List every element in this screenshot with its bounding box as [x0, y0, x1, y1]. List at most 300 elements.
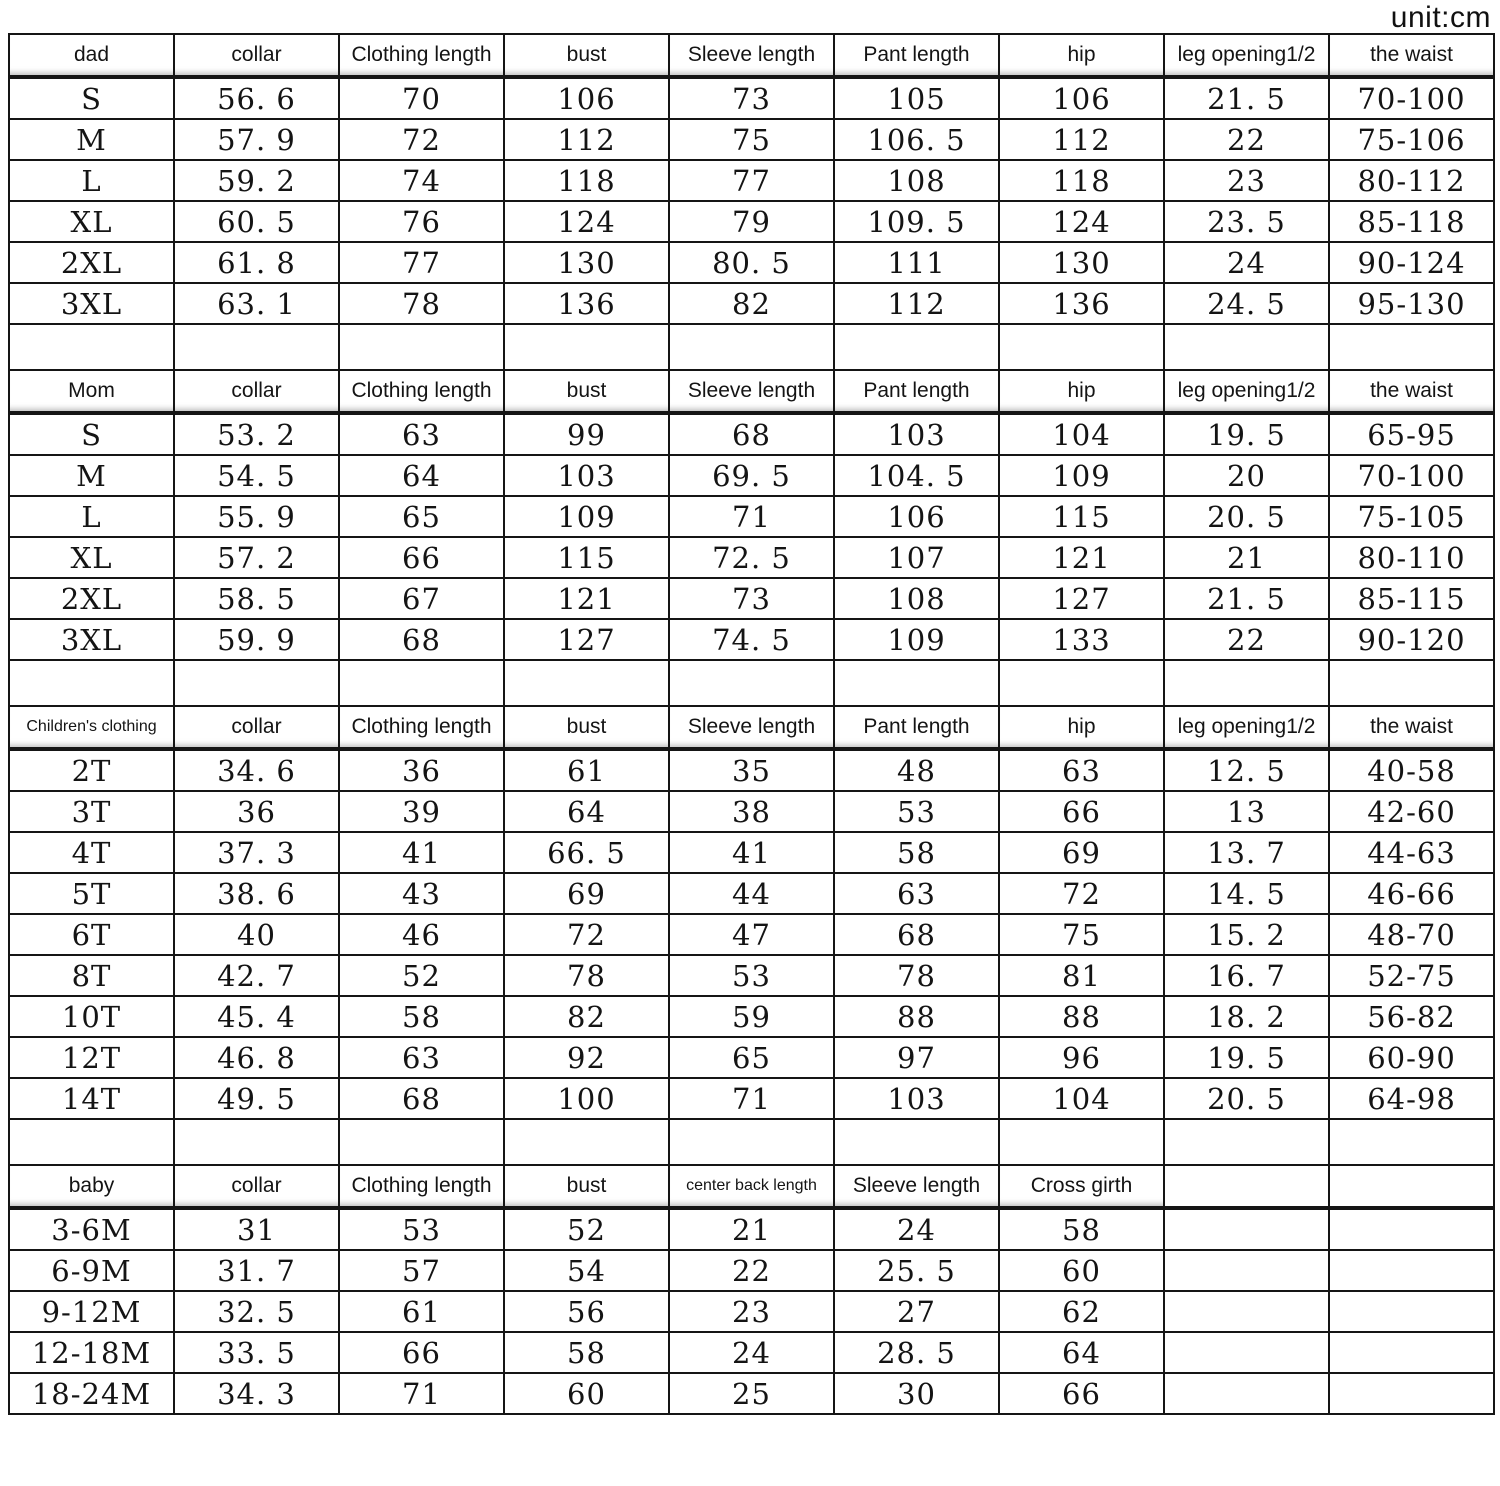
- table-cell: 46-66: [1329, 873, 1494, 914]
- table-cell: 63. 1: [174, 283, 339, 324]
- table-cell: 35: [669, 749, 834, 791]
- table-cell: 25: [669, 1373, 834, 1414]
- spacer-cell: [504, 324, 669, 370]
- column-header: collar: [174, 370, 339, 413]
- table-cell: 54. 5: [174, 455, 339, 496]
- unit-label: unit:cm: [1390, 1, 1491, 34]
- spacer-cell: [669, 660, 834, 706]
- table-row: [9, 242, 1494, 283]
- spacer-row: [9, 1119, 1494, 1165]
- column-header: Clothing length: [339, 1165, 504, 1208]
- table-cell: 38: [669, 791, 834, 832]
- table-cell: 67: [339, 578, 504, 619]
- table-cell: 24. 5: [1164, 283, 1329, 324]
- table-cell: 61: [504, 749, 669, 791]
- table-cell: 78: [834, 955, 999, 996]
- table-row: [9, 1250, 1494, 1291]
- table-cell: 78: [339, 283, 504, 324]
- size-label: L: [9, 496, 174, 537]
- grid-gap-cell: [1164, 1165, 1329, 1208]
- table-row: [9, 1078, 1494, 1119]
- table-cell: 66. 5: [504, 832, 669, 873]
- spacer-cell: [9, 660, 174, 706]
- table-cell: 112: [504, 119, 669, 160]
- table-cell: 56: [504, 1291, 669, 1332]
- table-cell: 41: [339, 832, 504, 873]
- table-cell: 32. 5: [174, 1291, 339, 1332]
- table-cell: 66: [339, 1332, 504, 1373]
- table-cell: 106. 5: [834, 119, 999, 160]
- table-cell: 57. 2: [174, 537, 339, 578]
- table-cell: 100: [504, 1078, 669, 1119]
- grid-gap-cell: [1164, 1332, 1329, 1373]
- column-header: hip: [999, 370, 1164, 413]
- table-cell: 49. 5: [174, 1078, 339, 1119]
- table-cell: 19. 5: [1164, 413, 1329, 455]
- table-cell: 47: [669, 914, 834, 955]
- column-header: Pant length: [834, 34, 999, 77]
- table-cell: 127: [504, 619, 669, 660]
- size-label: 9-12M: [9, 1291, 174, 1332]
- header-row-dad: [9, 34, 1494, 77]
- column-header: the waist: [1329, 34, 1494, 77]
- table-cell: 22: [1164, 619, 1329, 660]
- spacer-cell: [339, 1119, 504, 1165]
- table-cell: 136: [504, 283, 669, 324]
- table-cell: 68: [834, 914, 999, 955]
- table-cell: 109. 5: [834, 201, 999, 242]
- column-header: Sleeve length: [669, 34, 834, 77]
- table-cell: 59. 9: [174, 619, 339, 660]
- table-cell: 112: [834, 283, 999, 324]
- spacer-cell: [1164, 324, 1329, 370]
- table-cell: 72. 5: [669, 537, 834, 578]
- table-cell: 48-70: [1329, 914, 1494, 955]
- table-cell: 63: [339, 1037, 504, 1078]
- column-header: hip: [999, 34, 1164, 77]
- size-label: 6-9M: [9, 1250, 174, 1291]
- table-cell: 106: [504, 77, 669, 119]
- table-cell: 59. 2: [174, 160, 339, 201]
- table-cell: 90-120: [1329, 619, 1494, 660]
- table-cell: 130: [504, 242, 669, 283]
- table-cell: 37. 3: [174, 832, 339, 873]
- table-cell: 82: [669, 283, 834, 324]
- spacer-cell: [999, 660, 1164, 706]
- table-cell: 43: [339, 873, 504, 914]
- spacer-cell: [9, 1119, 174, 1165]
- table-cell: 16. 7: [1164, 955, 1329, 996]
- table-cell: 20. 5: [1164, 496, 1329, 537]
- table-cell: 96: [999, 1037, 1164, 1078]
- table-cell: 77: [669, 160, 834, 201]
- table-cell: 52: [339, 955, 504, 996]
- section-title-baby: baby: [9, 1165, 174, 1208]
- table-cell: 77: [339, 242, 504, 283]
- spacer-cell: [834, 1119, 999, 1165]
- column-header: center back length: [669, 1165, 834, 1208]
- header-row-children: [9, 706, 1494, 749]
- table-cell: 80-110: [1329, 537, 1494, 578]
- table-cell: 38. 6: [174, 873, 339, 914]
- table-cell: 18. 2: [1164, 996, 1329, 1037]
- table-cell: 75: [999, 914, 1164, 955]
- table-cell: 82: [504, 996, 669, 1037]
- table-cell: 75-105: [1329, 496, 1494, 537]
- table-cell: 25. 5: [834, 1250, 999, 1291]
- table-cell: 33. 5: [174, 1332, 339, 1373]
- table-cell: 44-63: [1329, 832, 1494, 873]
- table-cell: 21: [669, 1208, 834, 1250]
- size-label: 12-18M: [9, 1332, 174, 1373]
- column-header: Clothing length: [339, 370, 504, 413]
- column-header: the waist: [1329, 706, 1494, 749]
- table-cell: 21. 5: [1164, 77, 1329, 119]
- table-cell: 23: [1164, 160, 1329, 201]
- column-header: the waist: [1329, 370, 1494, 413]
- table-cell: 118: [504, 160, 669, 201]
- header-row-baby: [9, 1165, 1494, 1208]
- table-cell: 65: [339, 496, 504, 537]
- size-label: 2XL: [9, 242, 174, 283]
- table-cell: 22: [1164, 119, 1329, 160]
- table-cell: 21: [1164, 537, 1329, 578]
- table-cell: 81: [999, 955, 1164, 996]
- table-cell: 108: [834, 160, 999, 201]
- table-cell: 104. 5: [834, 455, 999, 496]
- table-cell: 97: [834, 1037, 999, 1078]
- table-cell: 109: [999, 455, 1164, 496]
- table-cell: 63: [339, 413, 504, 455]
- table-cell: 24: [669, 1332, 834, 1373]
- table-cell: 30: [834, 1373, 999, 1414]
- table-cell: 65-95: [1329, 413, 1494, 455]
- table-cell: 109: [504, 496, 669, 537]
- grid-gap-cell: [1329, 1119, 1494, 1165]
- table-cell: 34. 6: [174, 749, 339, 791]
- header-row-mom: [9, 370, 1494, 413]
- table-cell: 124: [504, 201, 669, 242]
- table-cell: 103: [504, 455, 669, 496]
- grid-gap-cell: [1329, 1291, 1494, 1332]
- table-cell: 90-124: [1329, 242, 1494, 283]
- table-cell: 28. 5: [834, 1332, 999, 1373]
- table-cell: 74. 5: [669, 619, 834, 660]
- spacer-row: [9, 324, 1494, 370]
- table-row: [9, 283, 1494, 324]
- table-cell: 88: [834, 996, 999, 1037]
- table-cell: 95-130: [1329, 283, 1494, 324]
- column-header: Pant length: [834, 706, 999, 749]
- column-header: bust: [504, 370, 669, 413]
- table-cell: 73: [669, 578, 834, 619]
- table-cell: 42-60: [1329, 791, 1494, 832]
- table-cell: 88: [999, 996, 1164, 1037]
- table-cell: 99: [504, 413, 669, 455]
- grid-gap-cell: [1329, 1250, 1494, 1291]
- column-header: leg opening1/2: [1164, 370, 1329, 413]
- spacer-cell: [9, 324, 174, 370]
- table-cell: 68: [669, 413, 834, 455]
- spacer-cell: [339, 660, 504, 706]
- column-header: collar: [174, 34, 339, 77]
- spacer-cell: [339, 324, 504, 370]
- table-cell: 55. 9: [174, 496, 339, 537]
- table-cell: 36: [174, 791, 339, 832]
- column-header: collar: [174, 706, 339, 749]
- table-cell: 58: [834, 832, 999, 873]
- table-cell: 34. 3: [174, 1373, 339, 1414]
- spacer-cell: [669, 324, 834, 370]
- size-label: S: [9, 413, 174, 455]
- size-label: 2T: [9, 749, 174, 791]
- table-cell: 118: [999, 160, 1164, 201]
- table-cell: 59: [669, 996, 834, 1037]
- table-cell: 15. 2: [1164, 914, 1329, 955]
- column-header: Sleeve length: [669, 370, 834, 413]
- table-cell: 62: [999, 1291, 1164, 1332]
- table-cell: 41: [669, 832, 834, 873]
- table-cell: 74: [339, 160, 504, 201]
- table-cell: 42. 7: [174, 955, 339, 996]
- table-cell: 115: [999, 496, 1164, 537]
- grid-gap-cell: [1164, 1250, 1329, 1291]
- grid-gap-cell: [1164, 1291, 1329, 1332]
- table-cell: 46. 8: [174, 1037, 339, 1078]
- table-cell: 85-118: [1329, 201, 1494, 242]
- size-chart-body: [9, 34, 1494, 1414]
- table-cell: 58: [999, 1208, 1164, 1250]
- table-cell: 22: [669, 1250, 834, 1291]
- section-title-dad: dad: [9, 34, 174, 77]
- table-cell: 127: [999, 578, 1164, 619]
- spacer-cell: [174, 1119, 339, 1165]
- table-cell: 31. 7: [174, 1250, 339, 1291]
- table-cell: 53: [669, 955, 834, 996]
- table-cell: 64-98: [1329, 1078, 1494, 1119]
- column-header: Clothing length: [339, 706, 504, 749]
- spacer-cell: [504, 660, 669, 706]
- table-cell: 109: [834, 619, 999, 660]
- table-cell: 56. 6: [174, 77, 339, 119]
- table-cell: 78: [504, 955, 669, 996]
- table-cell: 124: [999, 201, 1164, 242]
- table-cell: 104: [999, 1078, 1164, 1119]
- table-cell: 57: [339, 1250, 504, 1291]
- grid-gap-cell: [1329, 1332, 1494, 1373]
- column-header: bust: [504, 706, 669, 749]
- table-cell: 106: [834, 496, 999, 537]
- table-cell: 20: [1164, 455, 1329, 496]
- table-cell: 56-82: [1329, 996, 1494, 1037]
- table-row: [9, 1291, 1494, 1332]
- table-cell: 121: [504, 578, 669, 619]
- table-cell: 73: [669, 77, 834, 119]
- spacer-cell: [834, 324, 999, 370]
- table-row: [9, 832, 1494, 873]
- spacer-row: [9, 660, 1494, 706]
- table-cell: 60: [504, 1373, 669, 1414]
- table-cell: 13. 7: [1164, 832, 1329, 873]
- table-row: [9, 1332, 1494, 1373]
- table-cell: 68: [339, 1078, 504, 1119]
- spacer-cell: [669, 1119, 834, 1165]
- grid-gap-cell: [1329, 1208, 1494, 1250]
- size-label: L: [9, 160, 174, 201]
- table-row: [9, 996, 1494, 1037]
- table-cell: 66: [999, 1373, 1164, 1414]
- table-cell: 70-100: [1329, 77, 1494, 119]
- table-cell: 72: [999, 873, 1164, 914]
- table-cell: 108: [834, 578, 999, 619]
- section-title-mom: Mom: [9, 370, 174, 413]
- table-cell: 57. 9: [174, 119, 339, 160]
- table-cell: 103: [834, 413, 999, 455]
- size-label: 18-24M: [9, 1373, 174, 1414]
- spacer-cell: [999, 1119, 1164, 1165]
- table-cell: 72: [339, 119, 504, 160]
- size-label: 2XL: [9, 578, 174, 619]
- grid-gap-cell: [1164, 1208, 1329, 1250]
- table-row: [9, 455, 1494, 496]
- size-label: 3-6M: [9, 1208, 174, 1250]
- column-header: Clothing length: [339, 34, 504, 77]
- size-chart-table: [8, 33, 1495, 1415]
- table-cell: 69: [504, 873, 669, 914]
- table-cell: 36: [339, 749, 504, 791]
- table-cell: 75: [669, 119, 834, 160]
- table-row: [9, 537, 1494, 578]
- table-cell: 112: [999, 119, 1164, 160]
- table-cell: 92: [504, 1037, 669, 1078]
- table-cell: 52: [504, 1208, 669, 1250]
- table-cell: 106: [999, 77, 1164, 119]
- column-header: leg opening1/2: [1164, 706, 1329, 749]
- table-cell: 70: [339, 77, 504, 119]
- table-cell: 61: [339, 1291, 504, 1332]
- table-cell: 53. 2: [174, 413, 339, 455]
- column-header: Sleeve length: [669, 706, 834, 749]
- table-cell: 60-90: [1329, 1037, 1494, 1078]
- column-header: collar: [174, 1165, 339, 1208]
- table-row: [9, 955, 1494, 996]
- section-title-children: Children's clothing: [9, 706, 174, 749]
- table-cell: 48: [834, 749, 999, 791]
- size-label: M: [9, 455, 174, 496]
- spacer-cell: [1329, 660, 1494, 706]
- table-cell: 80-112: [1329, 160, 1494, 201]
- table-cell: 20. 5: [1164, 1078, 1329, 1119]
- size-label: 6T: [9, 914, 174, 955]
- table-cell: 60. 5: [174, 201, 339, 242]
- table-cell: 115: [504, 537, 669, 578]
- table-row: [9, 873, 1494, 914]
- column-header: Sleeve length: [834, 1165, 999, 1208]
- table-cell: 58. 5: [174, 578, 339, 619]
- spacer-cell: [999, 324, 1164, 370]
- table-cell: 13: [1164, 791, 1329, 832]
- table-row: [9, 201, 1494, 242]
- table-cell: 61. 8: [174, 242, 339, 283]
- size-label: 10T: [9, 996, 174, 1037]
- table-cell: 64: [339, 455, 504, 496]
- table-cell: 23. 5: [1164, 201, 1329, 242]
- spacer-cell: [1164, 660, 1329, 706]
- table-cell: 107: [834, 537, 999, 578]
- table-cell: 31: [174, 1208, 339, 1250]
- table-cell: 64: [999, 1332, 1164, 1373]
- grid-gap-cell: [1164, 1373, 1329, 1414]
- table-cell: 66: [999, 791, 1164, 832]
- table-row: [9, 160, 1494, 201]
- table-cell: 72: [504, 914, 669, 955]
- table-cell: 136: [999, 283, 1164, 324]
- column-header: hip: [999, 706, 1164, 749]
- table-cell: 80. 5: [669, 242, 834, 283]
- table-cell: 14. 5: [1164, 873, 1329, 914]
- table-row: [9, 578, 1494, 619]
- table-row: [9, 413, 1494, 455]
- table-row: [9, 619, 1494, 660]
- table-cell: 71: [339, 1373, 504, 1414]
- table-cell: 103: [834, 1078, 999, 1119]
- size-label: XL: [9, 201, 174, 242]
- table-cell: 69: [999, 832, 1164, 873]
- spacer-cell: [174, 324, 339, 370]
- table-cell: 46: [339, 914, 504, 955]
- size-label: 8T: [9, 955, 174, 996]
- table-cell: 53: [834, 791, 999, 832]
- table-cell: 12. 5: [1164, 749, 1329, 791]
- table-row: [9, 914, 1494, 955]
- table-row: [9, 749, 1494, 791]
- table-cell: 24: [1164, 242, 1329, 283]
- table-cell: 66: [339, 537, 504, 578]
- table-cell: 111: [834, 242, 999, 283]
- spacer-cell: [174, 660, 339, 706]
- table-cell: 23: [669, 1291, 834, 1332]
- table-cell: 85-115: [1329, 578, 1494, 619]
- spacer-cell: [834, 660, 999, 706]
- spacer-cell: [1329, 324, 1494, 370]
- table-row: [9, 1373, 1494, 1414]
- table-cell: 60: [999, 1250, 1164, 1291]
- table-cell: 40: [174, 914, 339, 955]
- table-cell: 58: [504, 1332, 669, 1373]
- column-header: bust: [504, 34, 669, 77]
- table-cell: 71: [669, 496, 834, 537]
- table-row: [9, 77, 1494, 119]
- size-label: 3T: [9, 791, 174, 832]
- table-cell: 79: [669, 201, 834, 242]
- column-header: Pant length: [834, 370, 999, 413]
- size-label: 3XL: [9, 283, 174, 324]
- size-label: 14T: [9, 1078, 174, 1119]
- table-cell: 121: [999, 537, 1164, 578]
- spacer-cell: [504, 1119, 669, 1165]
- table-cell: 27: [834, 1291, 999, 1332]
- size-label: 4T: [9, 832, 174, 873]
- table-cell: 52-75: [1329, 955, 1494, 996]
- table-cell: 58: [339, 996, 504, 1037]
- table-row: [9, 1208, 1494, 1250]
- table-cell: 64: [504, 791, 669, 832]
- size-label: 5T: [9, 873, 174, 914]
- table-cell: 45. 4: [174, 996, 339, 1037]
- table-cell: 44: [669, 873, 834, 914]
- table-cell: 104: [999, 413, 1164, 455]
- table-cell: 40-58: [1329, 749, 1494, 791]
